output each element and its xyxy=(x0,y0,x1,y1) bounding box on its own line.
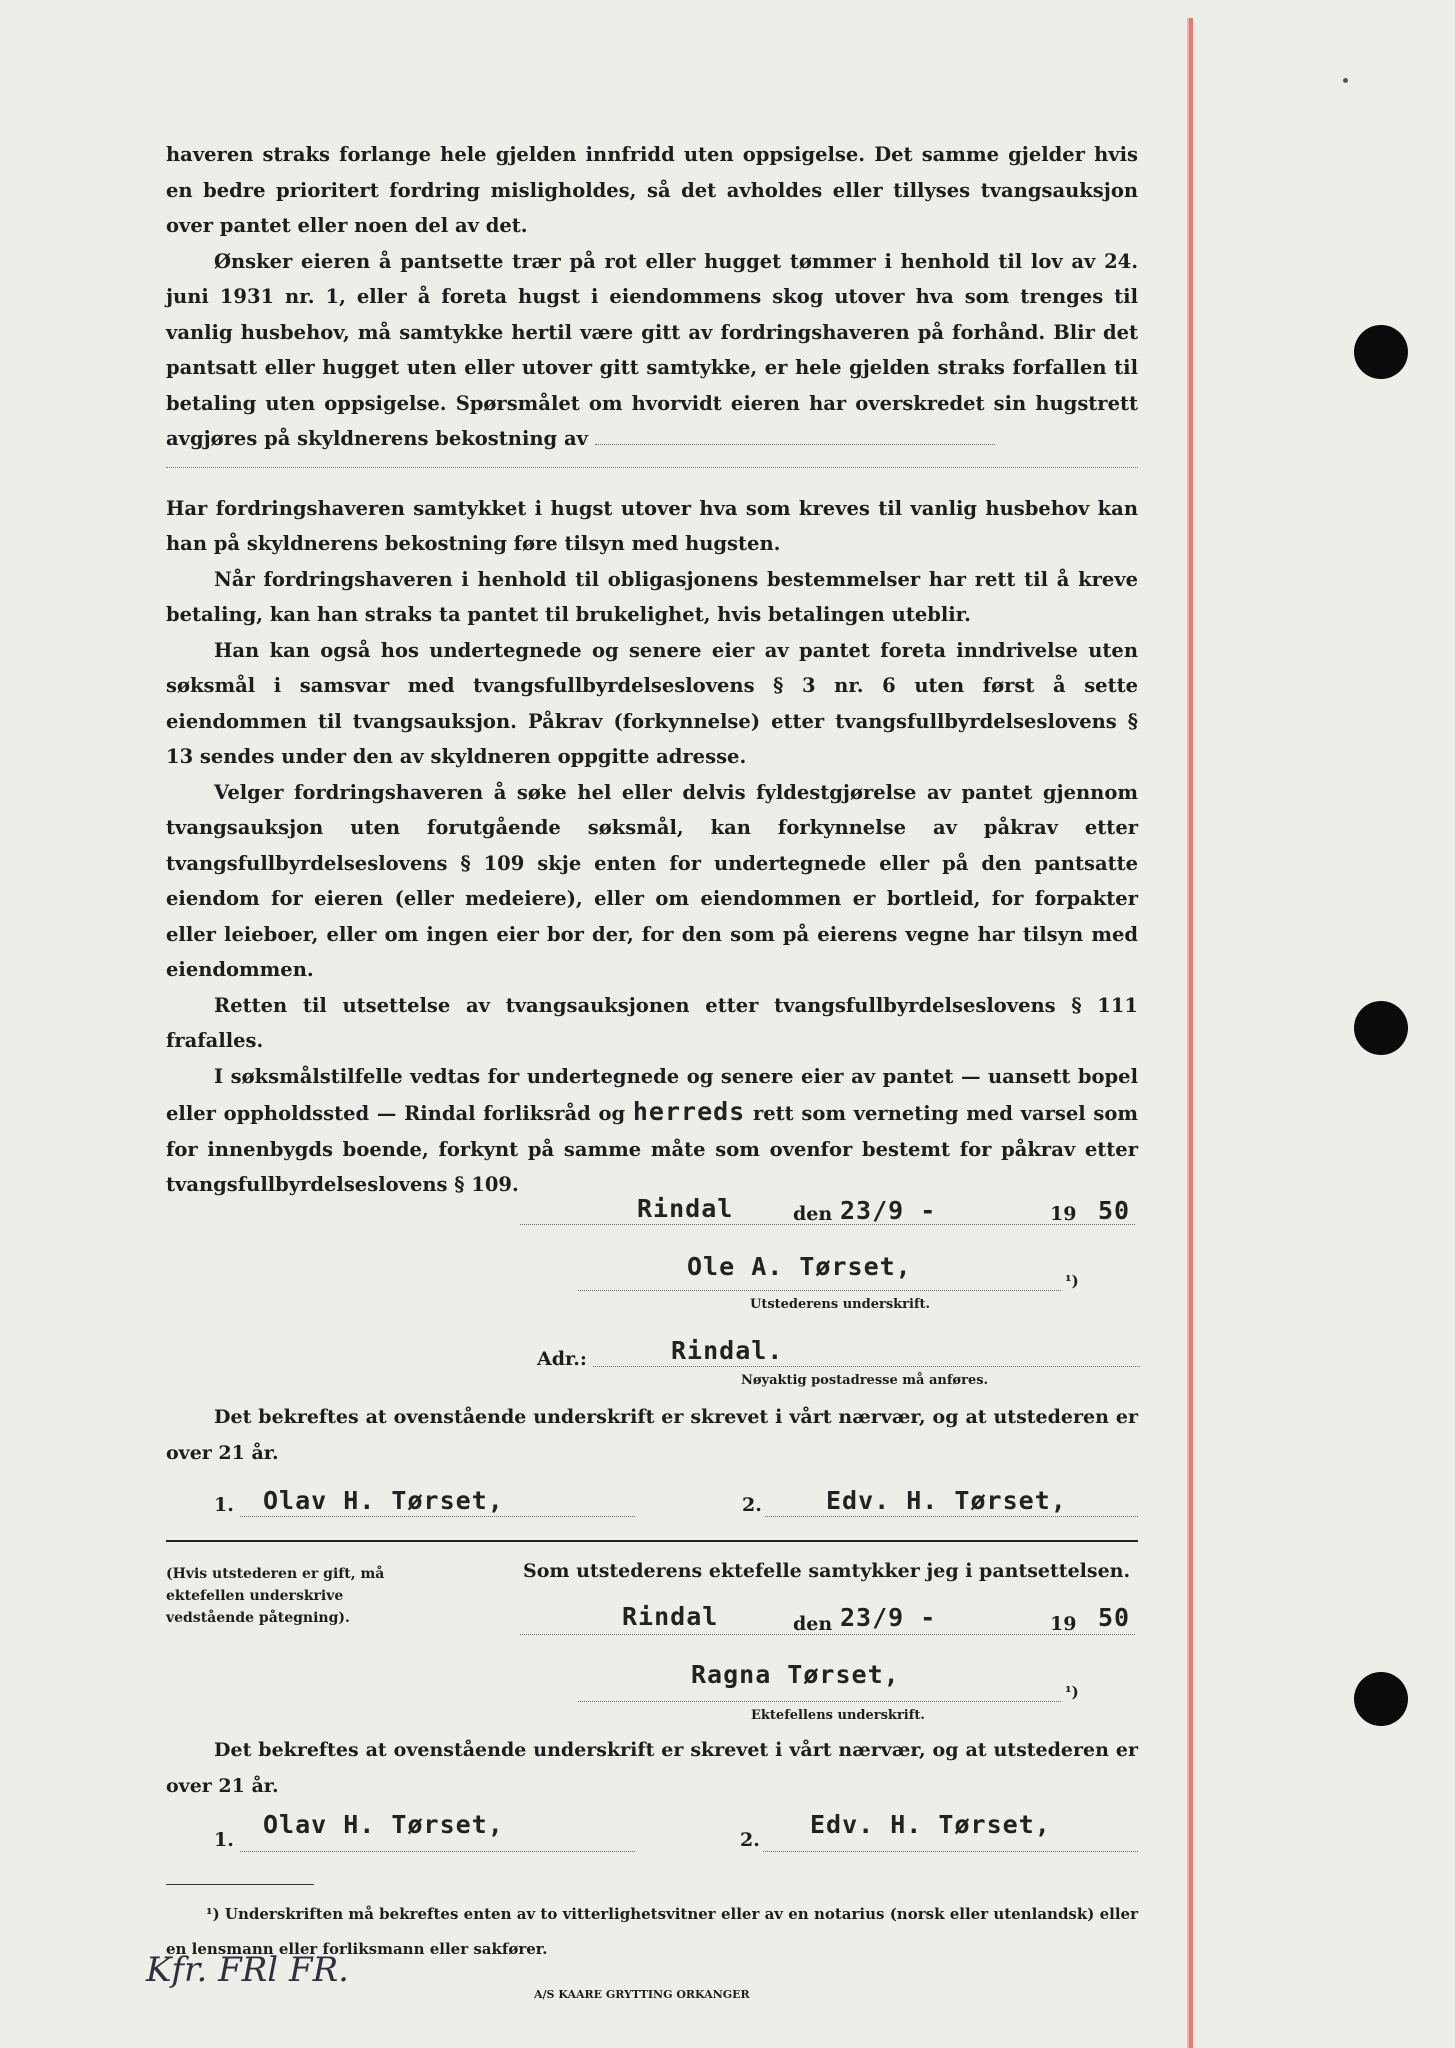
witness-2-2-name: Edv. H. Tørset, xyxy=(810,1810,1051,1839)
blank-continuation-line xyxy=(166,467,1138,491)
witness-2-2-line xyxy=(763,1851,1138,1852)
witness-2-1-name: Olav H. Tørset, xyxy=(263,1810,504,1839)
spouse-note: (Hvis utstederen er gift, må ektefellen underskrive vedstående påtegning). xyxy=(166,1566,385,1626)
speck xyxy=(1343,78,1348,83)
paragraph-4: Når fordringshaveren i henhold til obligasjonens bestemmelser har rett til å kreve betaling, kan han straks ta pantet til brukelighet, hvis betalingen uteblir. xyxy=(166,567,1138,626)
paragraph-2 xyxy=(166,244,1138,457)
address-caption: Nøyaktig postadresse må anføres. xyxy=(741,1373,989,1388)
witness-1-line xyxy=(240,1516,635,1517)
typed-court-name: herreds xyxy=(632,1097,746,1126)
witness-1-name: Olav H. Tørset, xyxy=(263,1486,504,1515)
footnote-mark: ¹) xyxy=(1065,1272,1079,1290)
witness-2-line xyxy=(765,1516,1138,1517)
issuer-signature: Ole A. Tørset, xyxy=(687,1252,912,1281)
spouse-date: 23/9 - xyxy=(840,1603,937,1632)
den-label: den xyxy=(793,1203,833,1225)
witness-statement-1: Det bekreftes at ovenstående underskrift er skrevet i vårt nærvær, og at utstederen er over 21 år. xyxy=(166,1406,1138,1464)
paragraph-5: Han kan også hos undertegnede og senere eier av pantet foreta inndrivelse uten søksmål i samsvar med tvangsfullbyrdelseslovens § 3 nr. 6 uten først å sette eiendommen til tvangsauksjon. Påkrav (forkynnelse) etter tvangsfullbyrdelseslovens § 13 sendes under den av skyldneren oppgitte adresse. xyxy=(166,638,1138,768)
body-text xyxy=(166,137,1138,1203)
spouse-year-suffix: 50 xyxy=(1098,1603,1131,1632)
witness-statement-2: Det bekreftes at ovenstående underskrift er skrevet i vårt nærvær, og at utstederen er over 21 år. xyxy=(166,1739,1138,1797)
address-value: Rindal. xyxy=(671,1336,784,1365)
issuer-signature-caption: Utstederens underskrift. xyxy=(750,1297,931,1312)
spouse-footnote-mark: ¹) xyxy=(1065,1683,1079,1701)
red-margin-line xyxy=(1187,18,1193,2048)
paragraph-8-text-a: I søksmålstilfelle vedtas for undertegnede og senere eier av pantet — uansett bopel eller oppholdssted — Rindal forliksråd og xyxy=(166,1064,1138,1125)
signature-place: Rindal xyxy=(637,1194,734,1223)
spouse-signature: Ragna Tørset, xyxy=(691,1660,900,1689)
blank-fill-line xyxy=(595,422,995,445)
paragraph-6: Velger fordringshaveren å søke hel eller delvis fyldestgjørelse av pantet gjennom tvangsauksjon uten forutgående søksmål, kan forkynnelse av påkrav etter tvangsfullbyrdelseslovens § 109 skje enten for undertegnede eller på den pantsatte eiendom for eieren (eller medeiere), eller om eiendommen er bortleid, for forpakter eller leieboer, eller om ingen eier bor der, for den som på eierens vegne har tilsyn med eiendommen. xyxy=(166,780,1138,981)
footnote-text: ¹) Underskriften må bekreftes enten av to vitterlighetsvitner eller av en notarius (norsk eller utenlandsk) eller en lensmann eller forliksmann eller sakfører. xyxy=(166,1905,1138,1958)
paragraph-8-text-b: rett som verneting med varsel som for innenbygds boende, forkynt på samme måte som ovenfor bestemt for påkrav etter tvangsfullbyrdelseslovens § 109. xyxy=(166,1102,1138,1196)
binder-hole-icon xyxy=(1354,325,1408,379)
signature-line xyxy=(578,1290,1061,1291)
spouse-consent: Som utstederens ektefelle samtykker jeg i pantsettelsen. xyxy=(523,1560,1131,1582)
paragraph-1: haveren straks forlange hele gjelden innfridd uten oppsigelse. Det samme gjelder hvis en bedre prioritert fordring misligholdes, så det avholdes eller tillyses tvangsauksjon over pantet eller noen del av det. xyxy=(166,143,1138,237)
year-prefix: 19 xyxy=(1050,1203,1077,1225)
spouse-year-prefix: 19 xyxy=(1050,1613,1077,1635)
witness-2-1-line xyxy=(240,1851,635,1852)
section-divider xyxy=(166,1540,1138,1542)
paragraph-8 xyxy=(166,1059,1138,1203)
paragraph-3: Har fordringshaveren samtykket i hugst utover hva som kreves til vanlig husbehov kan han på skyldnerens bekostning føre tilsyn med hugsten. xyxy=(166,496,1138,555)
spouse-signature-line xyxy=(578,1701,1061,1702)
paragraph-7: Retten til utsettelse av tvangsauksjonen etter tvangsfullbyrdelseslovens § 111 frafalles. xyxy=(166,993,1138,1052)
witness-1-number: 1. xyxy=(214,1494,234,1516)
address-line xyxy=(593,1366,1140,1367)
spouse-den-label: den xyxy=(793,1613,833,1635)
binder-hole-icon xyxy=(1354,1001,1408,1055)
witness-2-name: Edv. H. Tørset, xyxy=(826,1486,1067,1515)
spouse-place: Rindal xyxy=(622,1602,719,1631)
printer-imprint: A/S KAARE GRYTTING ORKANGER xyxy=(534,1988,750,2001)
witness-2-2-number: 2. xyxy=(740,1829,760,1851)
signature-date: 23/9 - xyxy=(840,1196,937,1225)
witness-2-1-number: 1. xyxy=(214,1829,234,1851)
address-label: Adr.: xyxy=(537,1348,587,1370)
spouse-signature-caption: Ektefellens underskrift. xyxy=(751,1708,925,1723)
witness-2-number: 2. xyxy=(742,1494,762,1516)
footnote-rule xyxy=(166,1884,314,1885)
binder-hole-icon xyxy=(1354,1672,1408,1726)
year-suffix: 50 xyxy=(1098,1196,1131,1225)
paragraph-2-text: Ønsker eieren å pantsette trær på rot eller hugget tømmer i henhold til lov av 24. juni 1931 nr. 1, eller å foreta hugst i eiendommens skog utover hva som trenges til vanlig husbehov, må samtykke hertil være gitt av fordringshaveren på forhånd. Blir det pantsatt eller hugget uten eller utover gitt samtykke, er hele gjelden straks forfallen til betaling uten oppsigelse. Spørsmålet om hvorvidt eieren har overskredet sin hugstrett avgjøres på skyldnerens bekostning av xyxy=(166,249,1138,450)
handwritten-note: Kfr. FRl FR. xyxy=(146,1950,349,1990)
